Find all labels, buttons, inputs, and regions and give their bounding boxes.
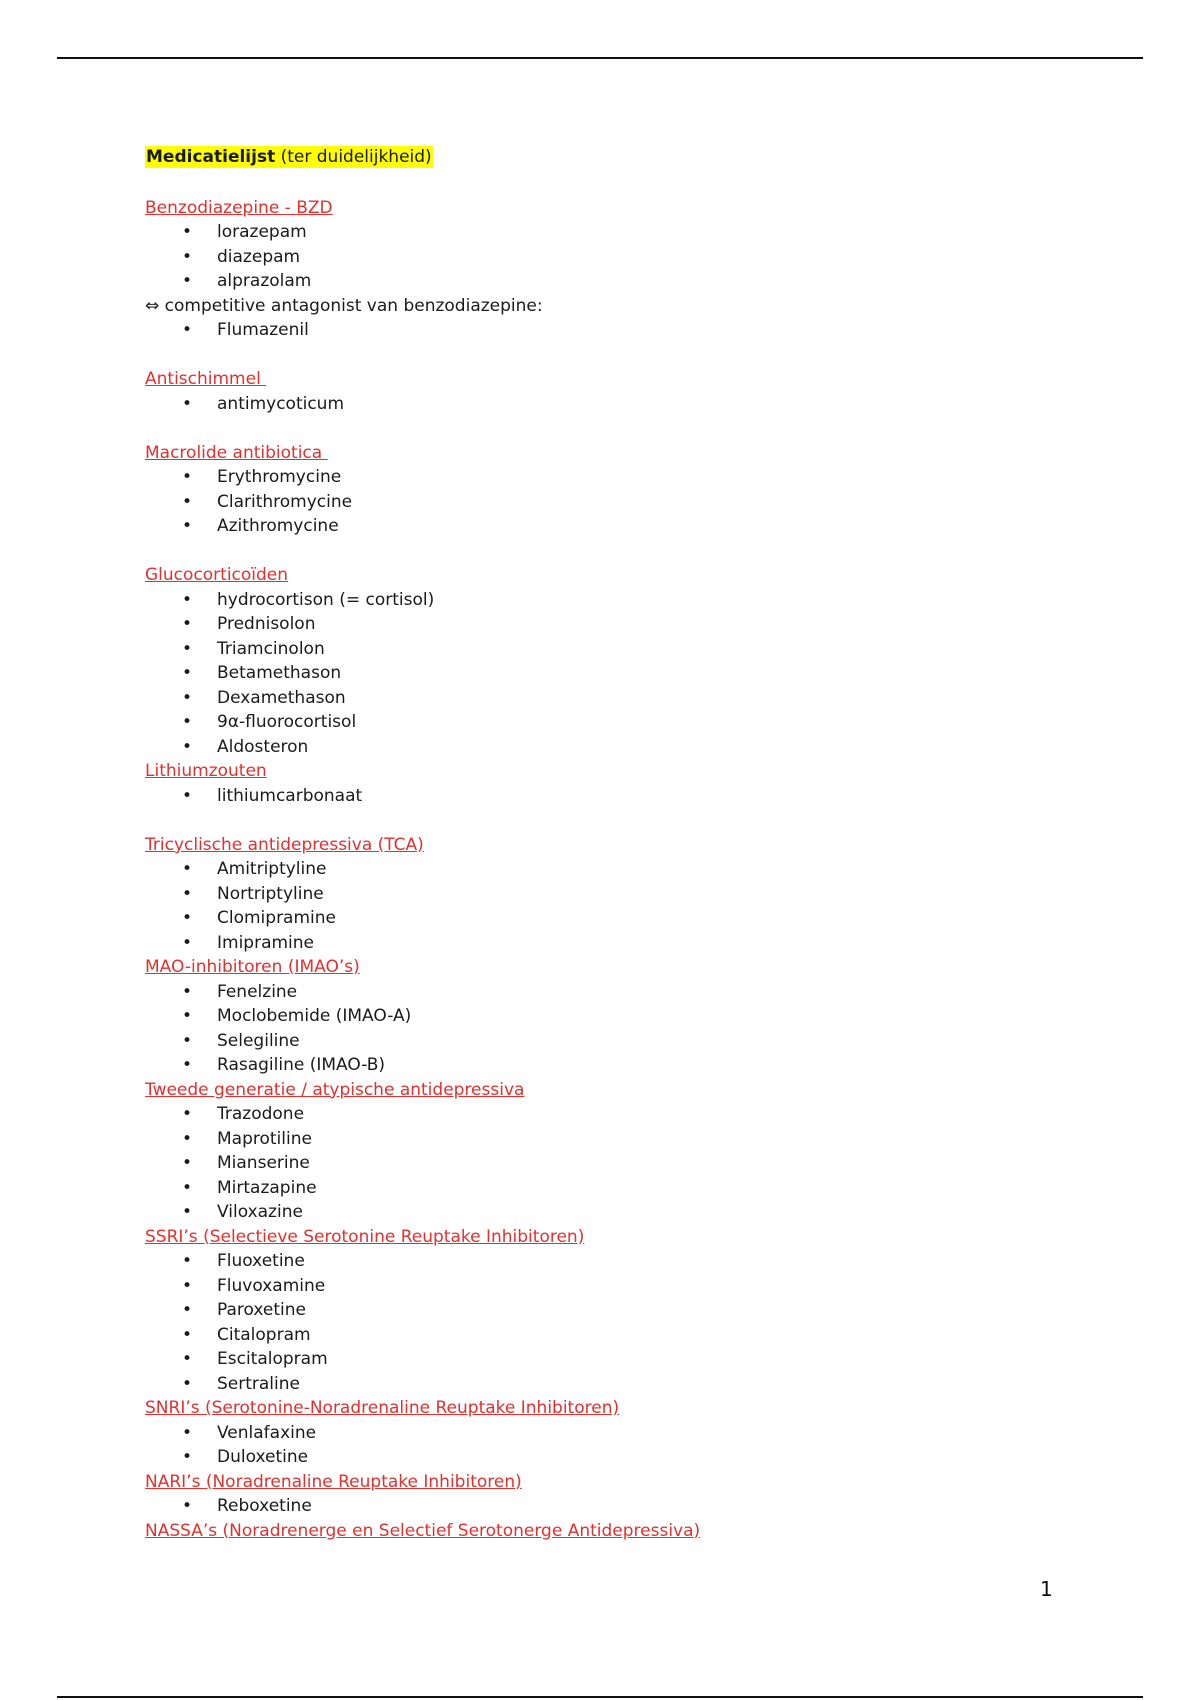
medication-list <box>145 220 1045 294</box>
bullet-icon: • <box>182 1324 193 1345</box>
bullet-icon: • <box>182 785 193 806</box>
section-heading: NASSA’s (Noradrenerge en Selectief Serotonerge Antidepressiva) <box>145 1520 701 1541</box>
footer-rule <box>57 1696 1143 1698</box>
bullet-icon: • <box>182 687 193 708</box>
list-item <box>145 1004 1045 1029</box>
list-item-label: antimycoticum <box>217 393 345 414</box>
list-item-label: Citalopram <box>217 1324 311 1345</box>
bullet-icon: • <box>182 516 193 536</box>
bullet-icon: • <box>182 859 193 879</box>
section-heading: NARI’s (Noradrenaline Reuptake Inhibitoren) <box>145 1471 522 1492</box>
section-heading: Tweede generatie / atypische antidepressiva <box>145 1079 525 1100</box>
list-item <box>145 931 1045 956</box>
list-item-label: Moclobemide (IMAO-A) <box>217 1006 412 1026</box>
section-heading: Benzodiazepine - BZD <box>145 197 333 218</box>
list-item <box>145 637 1045 662</box>
bullet-icon: • <box>182 1251 193 1271</box>
medication-list <box>145 1249 1045 1396</box>
list-item-label: Escitalopram <box>217 1349 328 1369</box>
bullet-icon: • <box>182 981 193 1002</box>
title-bold: Medicatielijst <box>146 147 276 167</box>
list-item-label: Flumazenil <box>217 320 309 340</box>
bullet-icon: • <box>182 712 193 732</box>
section-heading: Tricyclische antidepressiva (TCA) <box>145 834 424 855</box>
list-item <box>145 906 1045 931</box>
list-item-label: Betamethason <box>217 663 342 683</box>
document-body <box>145 145 1045 1543</box>
list-item-label: Paroxetine <box>217 1300 307 1320</box>
bullet-icon: • <box>182 491 193 512</box>
list-item <box>145 735 1045 760</box>
list-item-label: Selegiline <box>217 1030 300 1051</box>
bullet-icon: • <box>182 614 193 634</box>
list-item <box>145 465 1045 490</box>
list-item <box>145 1274 1045 1299</box>
list-item-label: Maprotiline <box>217 1128 312 1149</box>
list-item <box>145 882 1045 907</box>
section-heading: Glucocorticoïden <box>145 565 289 585</box>
list-item-label: Clarithromycine <box>217 491 353 512</box>
list-item <box>145 588 1045 613</box>
list-item-label: Mirtazapine <box>217 1177 317 1198</box>
list-item-label: Aldosteron <box>217 736 309 757</box>
bullet-icon: • <box>182 1447 193 1467</box>
section-heading: MAO-inhibitoren (IMAO’s) <box>145 957 360 977</box>
list-item <box>145 1151 1045 1176</box>
section-spacer <box>145 416 1045 441</box>
list-item-label: Venlafaxine <box>217 1422 317 1443</box>
bullet-icon: • <box>182 589 193 610</box>
bullet-icon: • <box>182 467 193 487</box>
bullet-icon: • <box>182 638 193 659</box>
bullet-icon: • <box>182 1055 193 1075</box>
list-item-label: Azithromycine <box>217 516 339 536</box>
list-item <box>145 269 1045 294</box>
bullet-icon: • <box>182 320 193 340</box>
bullet-icon: • <box>182 1373 193 1394</box>
list-item-label: Mianserine <box>217 1153 310 1173</box>
bullet-icon: • <box>182 663 193 683</box>
list-item-label: Viloxazine <box>217 1202 303 1222</box>
medication-list <box>145 588 1045 760</box>
bullet-icon: • <box>182 932 193 953</box>
list-item <box>145 1176 1045 1201</box>
list-item <box>145 1323 1045 1348</box>
bullet-icon: • <box>182 883 193 904</box>
section-heading: Macrolide antibiotica <box>145 442 328 463</box>
bullet-icon: • <box>182 246 193 267</box>
medication-list <box>145 980 1045 1078</box>
bullet-icon: • <box>182 1006 193 1026</box>
medication-sections <box>145 196 1045 1544</box>
list-item <box>145 980 1045 1005</box>
title-highlight <box>145 146 433 168</box>
list-item <box>145 1053 1045 1078</box>
medication-list <box>145 318 1045 343</box>
bullet-icon: • <box>182 1202 193 1222</box>
section-spacer <box>145 539 1045 564</box>
list-item-label: Reboxetine <box>217 1496 312 1516</box>
list-item-label: Duloxetine <box>217 1447 309 1467</box>
list-item <box>145 784 1045 809</box>
section-spacer <box>145 808 1045 833</box>
bullet-icon: • <box>182 1153 193 1173</box>
header-rule <box>57 57 1143 59</box>
section-heading: Antischimmel <box>145 369 267 389</box>
list-item-label: Amitriptyline <box>217 859 327 879</box>
list-item <box>145 1200 1045 1225</box>
list-item <box>145 710 1045 735</box>
list-item-label: Fluoxetine <box>217 1251 305 1271</box>
list-item-label: hydrocortison (= cortisol) <box>217 589 435 610</box>
medication-list <box>145 1102 1045 1225</box>
medication-list <box>145 1494 1045 1519</box>
bullet-icon: • <box>182 1128 193 1149</box>
bullet-icon: • <box>182 271 193 291</box>
list-item <box>145 1029 1045 1054</box>
list-item <box>145 1372 1045 1397</box>
list-item <box>145 514 1045 539</box>
medication-list <box>145 392 1045 417</box>
bullet-icon: • <box>182 1275 193 1296</box>
bullet-icon: • <box>182 1496 193 1516</box>
list-item <box>145 1421 1045 1446</box>
list-item <box>145 1494 1045 1519</box>
bullet-icon: • <box>182 1300 193 1320</box>
bullet-icon: • <box>182 1177 193 1198</box>
bullet-icon: • <box>182 1349 193 1369</box>
list-item-label: Trazodone <box>217 1104 305 1124</box>
section-spacer <box>145 343 1045 368</box>
list-item-label: Fluvoxamine <box>217 1275 326 1296</box>
list-item <box>145 1249 1045 1274</box>
list-item-label: diazepam <box>217 246 301 267</box>
list-item-label: Clomipramine <box>217 908 336 928</box>
section-note: ⇔ competitive antagonist van benzodiazepine: <box>145 295 543 316</box>
section-heading: SSRI’s (Selectieve Serotonine Reuptake Inhibitoren) <box>145 1226 585 1247</box>
list-item-label: Fenelzine <box>217 981 298 1002</box>
page-number: 1 <box>1040 1577 1053 1601</box>
list-item <box>145 857 1045 882</box>
list-item <box>145 1445 1045 1470</box>
list-item-label: Imipramine <box>217 932 315 953</box>
bullet-icon: • <box>182 1422 193 1443</box>
list-item-label: Triamcinolon <box>217 638 325 659</box>
list-item-label: lithiumcarbonaat <box>217 785 363 806</box>
list-item-label: Prednisolon <box>217 614 316 634</box>
medication-list <box>145 784 1045 809</box>
list-item-label: 9α-fluorocortisol <box>217 712 357 732</box>
document-title <box>145 145 1045 170</box>
list-item-label: alprazolam <box>217 271 312 291</box>
bullet-icon: • <box>182 908 193 928</box>
section-heading: Lithiumzouten <box>145 761 267 781</box>
list-item <box>145 1127 1045 1152</box>
list-item <box>145 1347 1045 1372</box>
bullet-icon: • <box>182 1104 193 1124</box>
list-item-label: Erythromycine <box>217 467 342 487</box>
bullet-icon: • <box>182 1030 193 1051</box>
list-item <box>145 1298 1045 1323</box>
list-item <box>145 490 1045 515</box>
list-item <box>145 392 1045 417</box>
bullet-icon: • <box>182 222 193 242</box>
list-item <box>145 220 1045 245</box>
list-item <box>145 612 1045 637</box>
list-item-label: Dexamethason <box>217 687 346 708</box>
list-item-label: Sertraline <box>217 1373 300 1394</box>
list-item <box>145 661 1045 686</box>
medication-list <box>145 1421 1045 1470</box>
bullet-icon: • <box>182 393 193 414</box>
medication-list <box>145 857 1045 955</box>
list-item <box>145 686 1045 711</box>
list-item <box>145 318 1045 343</box>
section-heading: SNRI’s (Serotonine-Noradrenaline Reuptake Inhibitoren) <box>145 1398 620 1418</box>
bullet-icon: • <box>182 736 193 757</box>
medication-list <box>145 465 1045 539</box>
list-item-label: Rasagiline (IMAO-B) <box>217 1055 386 1075</box>
list-item-label: lorazepam <box>217 222 307 242</box>
list-item-label: Nortriptyline <box>217 883 324 904</box>
title-rest: (ter duidelijkheid) <box>275 147 432 167</box>
list-item <box>145 245 1045 270</box>
list-item <box>145 1102 1045 1127</box>
